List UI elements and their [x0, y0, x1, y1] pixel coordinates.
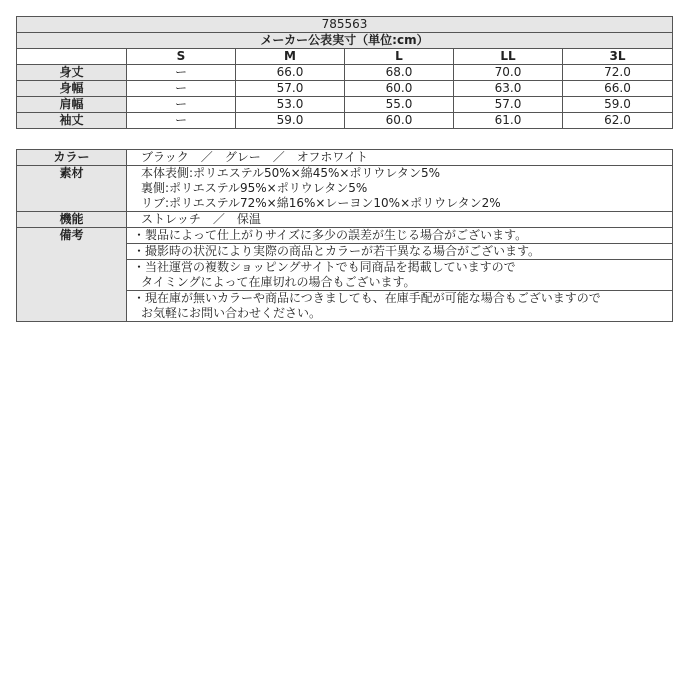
material-line: 本体表側:ポリエステル50%×綿45%×ポリウレタン5% [141, 166, 440, 180]
size-row-body-length [17, 65, 673, 81]
size-header-row [17, 49, 673, 65]
size-row-sleeve-length [17, 113, 673, 129]
notes-label: 備考 [17, 228, 127, 322]
size-cell: 68.0 [345, 65, 454, 81]
size-cell: 62.0 [563, 113, 673, 129]
note-item [127, 228, 673, 244]
size-row-label: 身丈 [17, 65, 127, 81]
size-cell: 59.0 [563, 97, 673, 113]
material-label: 素材 [17, 166, 127, 212]
note-line: ・製品によって仕上がりサイズに多少の誤差が生じる場合がございます。 [133, 228, 528, 242]
note-line: ・当社運営の複数ショッピングサイトでも同商品を掲載していますので [133, 260, 516, 274]
size-cell: 57.0 [236, 81, 345, 97]
note-line: タイミングによって在庫切れの場合もございます。 [141, 275, 416, 289]
material-line: 裏側:ポリエステル95%×ポリウレタン5% [141, 181, 368, 195]
product-info-table [16, 149, 673, 322]
size-cell: 63.0 [454, 81, 563, 97]
size-cell: 61.0 [454, 113, 563, 129]
note-item [127, 244, 673, 260]
note-item [127, 291, 673, 322]
size-col-ll: LL [454, 49, 563, 65]
size-col-s: S [127, 49, 236, 65]
size-row-body-width [17, 81, 673, 97]
function-row [17, 212, 673, 228]
color-row [17, 150, 673, 166]
note-item [127, 260, 673, 291]
size-cell: 55.0 [345, 97, 454, 113]
size-row-label: 身幅 [17, 81, 127, 97]
size-caption: メーカー公表実寸（単位:cm） [17, 33, 673, 49]
function-label: 機能 [17, 212, 127, 228]
note-line: お気軽にお問い合わせください。 [141, 306, 322, 320]
notes-row-1 [17, 228, 673, 244]
size-cell: ー [127, 97, 236, 113]
color-label: カラー [17, 150, 127, 166]
size-col-3l: 3L [563, 49, 673, 65]
size-cell: 66.0 [563, 81, 673, 97]
size-header-corner [17, 49, 127, 65]
size-row-shoulder-width [17, 97, 673, 113]
size-cell: ー [127, 113, 236, 129]
size-cell: 66.0 [236, 65, 345, 81]
size-cell: 70.0 [454, 65, 563, 81]
material-row [17, 166, 673, 212]
note-line: ・撮影時の状況により実際の商品とカラーが若干異なる場合がございます。 [133, 244, 541, 258]
size-row-label: 肩幅 [17, 97, 127, 113]
size-col-l: L [345, 49, 454, 65]
size-cell: ー [127, 81, 236, 97]
material-line: リブ:ポリエステル72%×綿16%×レーヨン10%×ポリウレタン2% [141, 196, 501, 210]
size-cell: 59.0 [236, 113, 345, 129]
size-col-m: M [236, 49, 345, 65]
size-cell: ー [127, 65, 236, 81]
product-code: 785563 [17, 17, 673, 33]
size-cell: 57.0 [454, 97, 563, 113]
size-cell: 72.0 [563, 65, 673, 81]
color-value: ブラック ／ グレー ／ オフホワイト [127, 150, 673, 166]
note-line: ・現在庫が無いカラーや商品につきましても、在庫手配が可能な場合もございますので [133, 291, 601, 305]
size-table [16, 16, 673, 129]
size-cell: 53.0 [236, 97, 345, 113]
size-cell: 60.0 [345, 113, 454, 129]
size-cell: 60.0 [345, 81, 454, 97]
size-row-label: 袖丈 [17, 113, 127, 129]
function-value: ストレッチ ／ 保温 [127, 212, 673, 228]
material-value [127, 166, 673, 212]
